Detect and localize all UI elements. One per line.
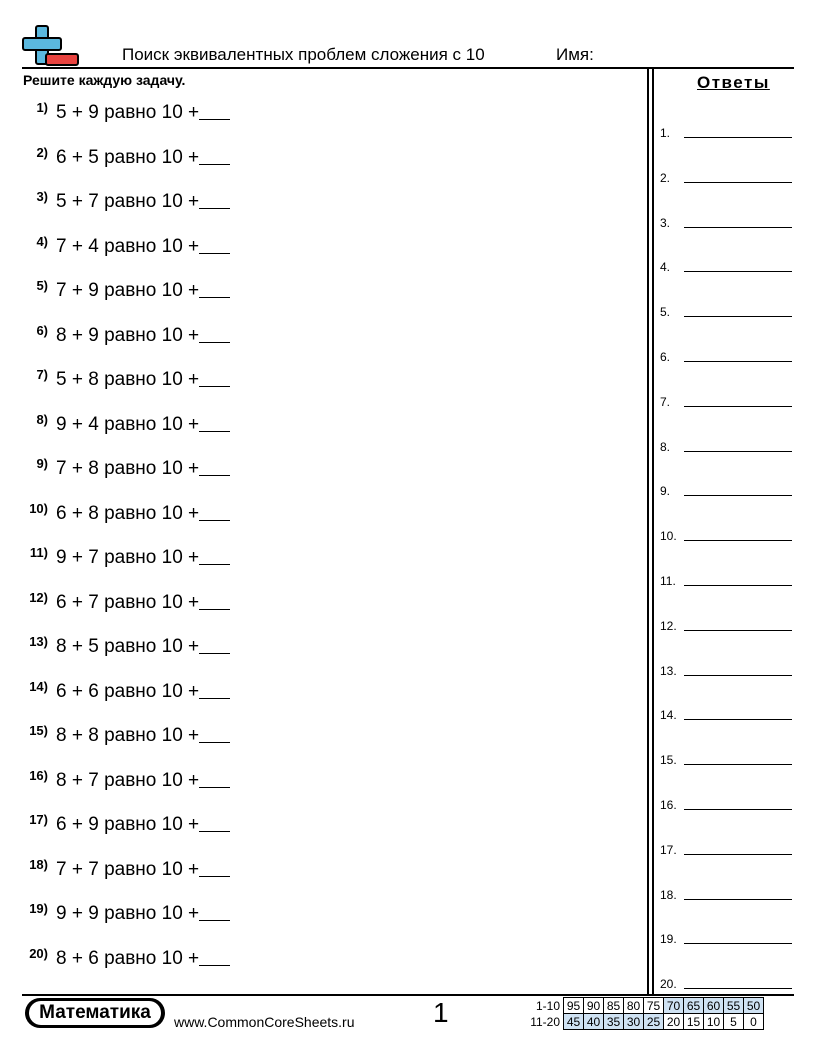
- answer-label: 18.: [660, 887, 677, 902]
- answer-column-divider: [647, 67, 649, 994]
- problem-number: 5): [36, 278, 48, 293]
- problem-number: 12): [29, 589, 48, 605]
- problem-text: 9 + 4 равно 10 +: [56, 413, 200, 435]
- answer-line[interactable]: [684, 585, 792, 586]
- problem-answer-blank[interactable]: [199, 279, 230, 298]
- problem-number: 11): [29, 545, 48, 560]
- problem-answer-blank[interactable]: [199, 947, 230, 966]
- problem-answer-blank[interactable]: [199, 680, 230, 699]
- answer-line[interactable]: [684, 316, 792, 317]
- score-cell: 75: [644, 998, 664, 1014]
- problem-text: 7 + 7 равно 10 +: [56, 858, 200, 880]
- problem-number: 9): [36, 456, 48, 471]
- score-cell: 45: [564, 1014, 584, 1030]
- problem-number: 15): [29, 723, 48, 738]
- answer-row: [660, 837, 794, 857]
- answer-row: [660, 210, 794, 230]
- problem-text: 6 + 6 равно 10 +: [56, 680, 200, 702]
- problem-row: [20, 501, 230, 529]
- answer-label: 13.: [660, 663, 677, 678]
- answer-line[interactable]: [684, 943, 792, 944]
- answer-row: [660, 702, 794, 722]
- problem-number: 10): [29, 500, 48, 516]
- answer-line[interactable]: [684, 630, 792, 631]
- problem-number: 18): [29, 856, 48, 872]
- answer-line[interactable]: [684, 451, 792, 452]
- problem-answer-blank[interactable]: [199, 413, 230, 432]
- answer-row: [660, 613, 794, 633]
- problem-row: [20, 234, 230, 262]
- problem-number: 16): [29, 767, 48, 783]
- score-cell: 40: [584, 1014, 604, 1030]
- answer-line[interactable]: [684, 899, 792, 900]
- answer-row: [660, 882, 794, 902]
- answer-line[interactable]: [684, 540, 792, 541]
- problem-answer-blank[interactable]: [199, 546, 230, 565]
- score-cell: 0: [744, 1014, 764, 1030]
- problem-answer-blank[interactable]: [199, 769, 230, 788]
- answer-line[interactable]: [684, 675, 792, 676]
- score-cell: 20: [664, 1014, 684, 1030]
- answer-line[interactable]: [684, 182, 792, 183]
- answer-row: [660, 120, 794, 140]
- problem-answer-blank[interactable]: [199, 101, 230, 120]
- problem-row: [20, 857, 230, 885]
- answer-label: 4.: [660, 260, 671, 275]
- problem-text: 8 + 8 равно 10 +: [56, 725, 200, 746]
- problem-text: 6 + 9 равно 10 +: [56, 814, 200, 835]
- answer-line[interactable]: [684, 988, 792, 989]
- score-cell: 90: [584, 998, 604, 1014]
- answer-row: [660, 434, 794, 454]
- answer-label: 15.: [660, 753, 677, 768]
- math-logo-icon: [22, 24, 80, 68]
- problem-answer-blank[interactable]: [199, 591, 230, 610]
- answer-line[interactable]: [684, 764, 792, 765]
- problem-row: [20, 145, 230, 173]
- problem-row: [20, 189, 230, 217]
- problem-answer-blank[interactable]: [199, 858, 230, 877]
- problem-answer-blank[interactable]: [199, 457, 230, 476]
- problem-answer-blank[interactable]: [199, 190, 230, 209]
- answer-row: [660, 971, 794, 991]
- answer-row: [660, 658, 794, 678]
- problem-row: [20, 323, 230, 351]
- worksheet-title: Поиск эквивалентных проблем сложения с 10: [122, 45, 485, 64]
- answer-row: [660, 747, 794, 767]
- answer-label: 14.: [660, 708, 677, 723]
- problem-row: [20, 412, 230, 440]
- problem-number: 1): [36, 100, 48, 115]
- score-row-label: 1-10: [535, 998, 560, 1013]
- score-cell: 70: [664, 998, 684, 1014]
- answer-label: 10.: [660, 529, 677, 544]
- problem-answer-blank[interactable]: [199, 635, 230, 654]
- answer-label: 6.: [660, 350, 671, 364]
- score-cell: 85: [604, 998, 624, 1014]
- answer-row: [660, 389, 794, 409]
- answer-line[interactable]: [684, 854, 792, 855]
- problem-row: [20, 367, 230, 395]
- problem-row: [20, 768, 230, 796]
- problem-text: 5 + 9 равно 10 +: [56, 102, 200, 123]
- problem-row: [20, 679, 230, 707]
- problem-number: 8): [36, 411, 48, 427]
- problem-row: [20, 901, 230, 929]
- problem-answer-blank[interactable]: [199, 813, 230, 832]
- answer-label: 17.: [660, 842, 677, 857]
- problem-text: 7 + 4 равно 10 +: [56, 235, 200, 257]
- problem-row: [20, 456, 230, 484]
- answer-label: 12.: [660, 618, 677, 633]
- answers-heading: Ответы: [697, 73, 770, 92]
- problem-number: 19): [29, 901, 48, 916]
- score-cell: 5: [724, 1014, 744, 1030]
- problem-text: 8 + 5 равно 10 +: [56, 636, 200, 657]
- score-cell: 80: [624, 998, 644, 1014]
- problem-text: 9 + 9 равно 10 +: [56, 903, 200, 924]
- problem-text: 8 + 9 равно 10 +: [56, 324, 200, 346]
- problem-number: 20): [29, 945, 48, 961]
- problem-number: 13): [29, 634, 48, 649]
- problem-text: 8 + 6 равно 10 +: [56, 947, 200, 969]
- score-cell: 65: [684, 998, 704, 1014]
- answer-row: [660, 165, 794, 185]
- answer-line[interactable]: [684, 361, 792, 362]
- answer-line[interactable]: [684, 227, 792, 228]
- answer-row: [660, 478, 794, 498]
- answer-label: 3.: [660, 215, 671, 230]
- score-cell: 10: [704, 1014, 724, 1030]
- answer-label: 2.: [660, 170, 671, 185]
- answer-row: [660, 254, 794, 274]
- answer-label: 20.: [660, 977, 677, 992]
- footer-divider: [22, 994, 794, 996]
- problem-answer-blank[interactable]: [199, 502, 230, 521]
- header-divider: [22, 67, 794, 69]
- problem-row: [20, 946, 230, 974]
- score-row: [527, 998, 764, 1014]
- problem-answer-blank[interactable]: [199, 368, 230, 387]
- page-number: 1: [433, 997, 449, 1028]
- answer-label: 9.: [660, 484, 671, 499]
- answer-row: [660, 568, 794, 588]
- answer-line[interactable]: [684, 495, 792, 496]
- answer-label: 1.: [660, 126, 671, 140]
- score-cell: 50: [744, 998, 764, 1014]
- problem-text: 7 + 9 равно 10 +: [56, 280, 200, 301]
- answer-row: [660, 792, 794, 812]
- answer-row: [660, 299, 794, 319]
- problem-number: 6): [36, 322, 48, 338]
- problem-row: [20, 278, 230, 306]
- problem-answer-blank[interactable]: [199, 235, 230, 254]
- answer-line[interactable]: [684, 137, 792, 138]
- score-cell: 60: [704, 998, 724, 1014]
- answer-label: 11.: [660, 574, 676, 588]
- score-cell: 30: [624, 1014, 644, 1030]
- name-label: Имя:: [556, 45, 594, 64]
- problem-row: [20, 590, 230, 618]
- answer-label: 7.: [660, 394, 671, 409]
- answer-row: [660, 926, 794, 946]
- score-cell: 95: [564, 998, 584, 1014]
- score-cell: 25: [644, 1014, 664, 1030]
- problem-number: 2): [36, 144, 48, 160]
- problem-row: [20, 723, 230, 751]
- problem-text: 5 + 7 равно 10 +: [56, 191, 200, 212]
- answer-row: [660, 523, 794, 543]
- brand-badge: [25, 998, 165, 1028]
- problem-text: 6 + 7 равно 10 +: [56, 591, 200, 613]
- score-cell: 35: [604, 1014, 624, 1030]
- problem-answer-blank[interactable]: [199, 146, 230, 165]
- problem-text: 6 + 8 равно 10 +: [56, 502, 200, 524]
- problem-text: 6 + 5 равно 10 +: [56, 146, 200, 168]
- site-url: www.CommonCoreSheets.ru: [174, 1014, 355, 1030]
- answer-line[interactable]: [684, 809, 792, 810]
- score-cell: 55: [724, 998, 744, 1014]
- problem-number: 4): [36, 233, 48, 249]
- instructions: Решите каждую задачу.: [23, 72, 186, 88]
- problem-text: 7 + 8 равно 10 +: [56, 458, 200, 479]
- answer-column-divider: [652, 67, 654, 994]
- answer-label: 5.: [660, 305, 671, 320]
- score-table: [527, 997, 764, 1030]
- answer-line[interactable]: [684, 719, 792, 720]
- answer-label: 19.: [660, 932, 677, 947]
- problem-row: [20, 812, 230, 840]
- problem-answer-blank[interactable]: [199, 902, 230, 921]
- problem-row: [20, 545, 230, 573]
- brand-label: Математика: [29, 1001, 161, 1025]
- problem-number: 14): [29, 678, 48, 694]
- problem-answer-blank[interactable]: [199, 324, 230, 343]
- answer-label: 8.: [660, 439, 671, 454]
- score-row-label: 11-20: [530, 1014, 560, 1029]
- answer-line[interactable]: [684, 406, 792, 407]
- problem-text: 8 + 7 равно 10 +: [56, 769, 200, 791]
- problem-number: 3): [36, 189, 48, 204]
- problem-number: 17): [29, 812, 48, 827]
- problem-text: 9 + 7 равно 10 +: [56, 547, 200, 568]
- score-row: [527, 1014, 764, 1030]
- problem-row: [20, 634, 230, 662]
- answer-label: 16.: [660, 798, 677, 812]
- answer-row: [660, 344, 794, 364]
- problem-text: 5 + 8 равно 10 +: [56, 369, 200, 390]
- answer-line[interactable]: [684, 271, 792, 272]
- problem-number: 7): [36, 367, 48, 382]
- problem-answer-blank[interactable]: [199, 724, 230, 743]
- score-cell: 15: [684, 1014, 704, 1030]
- problem-row: [20, 100, 230, 128]
